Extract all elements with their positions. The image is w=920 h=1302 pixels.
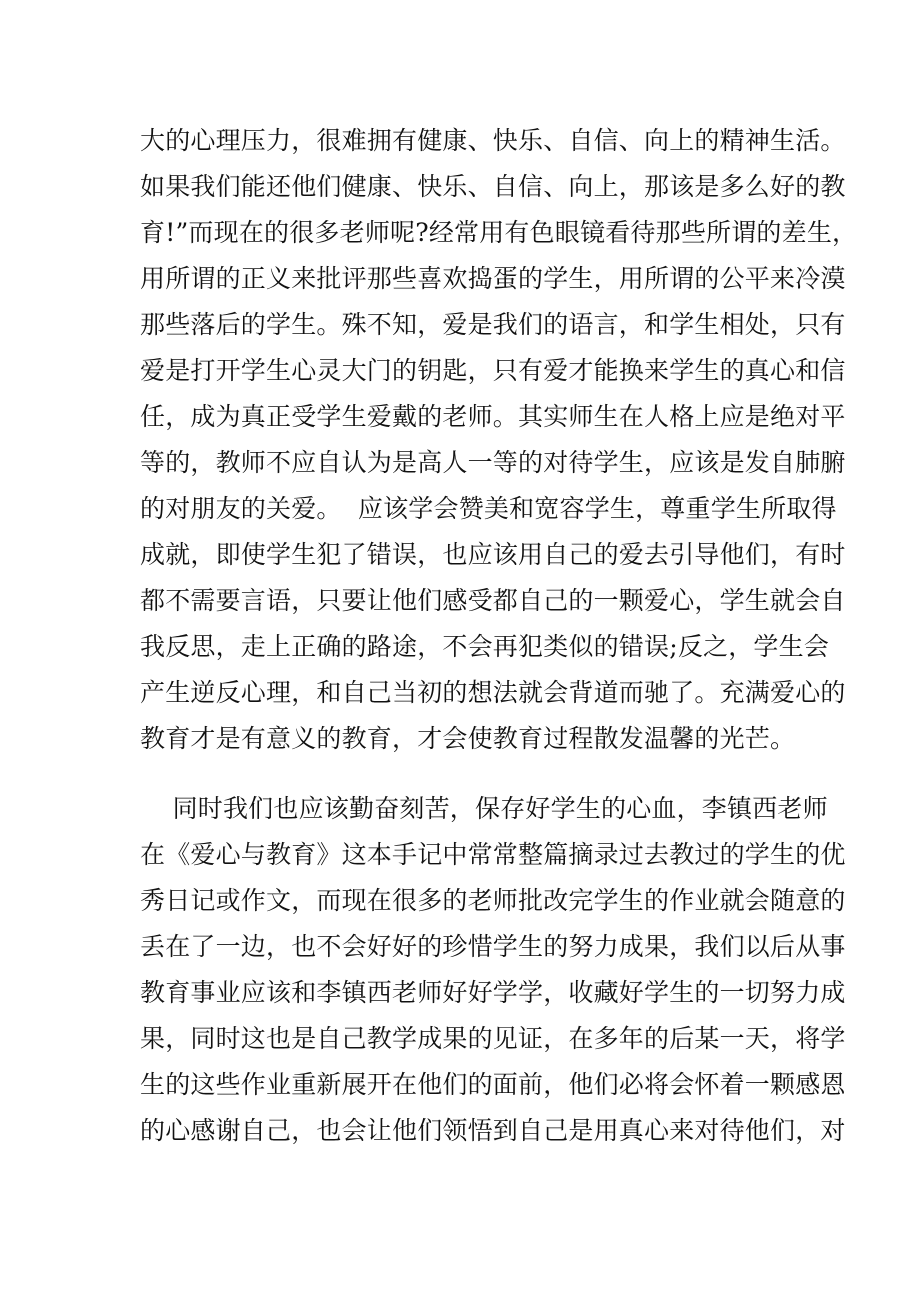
text-line: 同时我们也应该勤奋刻苦，保存好学生的心血，李镇西老师 xyxy=(140,794,828,823)
text-line: 产生逆反心理，和自己当初的想法就会背道而驰了。充满爱心的 xyxy=(140,678,846,707)
text-line: 用所谓的正义来批评那些喜欢捣蛋的学生，用所谓的公平来冷漠 xyxy=(140,264,846,293)
text-line: 大的心理压力，很难拥有健康、快乐、自信、向上的精神生活。 xyxy=(140,126,846,155)
text-line: 果，同时这也是自己教学成果的见证，在多年的后某一天，将学 xyxy=(140,1024,846,1053)
text-line: 都不需要言语，只要让他们感受都自己的一颗爱心，学生就会自 xyxy=(140,586,846,615)
text-line: 如果我们能还他们健康、快乐、自信、向上，那该是多么好的教 xyxy=(140,172,846,201)
document-body xyxy=(140,118,858,1154)
text-line: 在《爱心与教育》这本手记中常常整篇摘录过去教过的学生的优 xyxy=(140,840,846,869)
text-line: 任，成为真正受学生爱戴的老师。其实师生在人格上应是绝对平 xyxy=(140,402,846,431)
text-line: 秀日记或作文，而现在很多的老师批改完学生的作业就会随意的 xyxy=(140,886,846,915)
text-line: 教育事业应该和李镇西老师好好学学，收藏好学生的一切努力成 xyxy=(140,978,846,1007)
text-line: 爱是打开学生心灵大门的钥匙，只有爱才能换来学生的真心和信 xyxy=(140,356,846,385)
text-line: 等的，教师不应自认为是高人一等的对待学生，应该是发自肺腑 xyxy=(140,448,846,477)
paragraph-spacing xyxy=(140,762,790,786)
text-line: 的对朋友的关爱。 应该学会赞美和宽容学生，尊重学生所取得 xyxy=(140,494,837,523)
text-line: 那些落后的学生。殊不知，爱是我们的语言，和学生相处，只有 xyxy=(140,310,846,339)
text-line: 生的这些作业重新展开在他们的面前，他们必将会怀着一颗感恩 xyxy=(140,1070,846,1099)
text-line: 教育才是有意义的教育，才会使教育过程散发温馨的光芒。 xyxy=(140,724,796,753)
paragraph-2 xyxy=(140,786,846,1154)
paragraph-1 xyxy=(140,118,858,762)
text-line: 丢在了一边，也不会好好的珍惜学生的努力成果，我们以后从事 xyxy=(140,932,846,961)
text-line: 我反思，走上正确的路途，不会再犯类似的错误;反之，学生会 xyxy=(140,632,830,661)
text-line: 的心感谢自己，也会让他们领悟到自己是用真心来对待他们，对 xyxy=(140,1116,846,1145)
text-line: 成就，即使学生犯了错误，也应该用自己的爱去引导他们，有时 xyxy=(140,540,846,569)
text-line: 育!”而现在的很多老师呢?经常用有色眼镜看待那些所谓的差生， xyxy=(140,218,858,247)
